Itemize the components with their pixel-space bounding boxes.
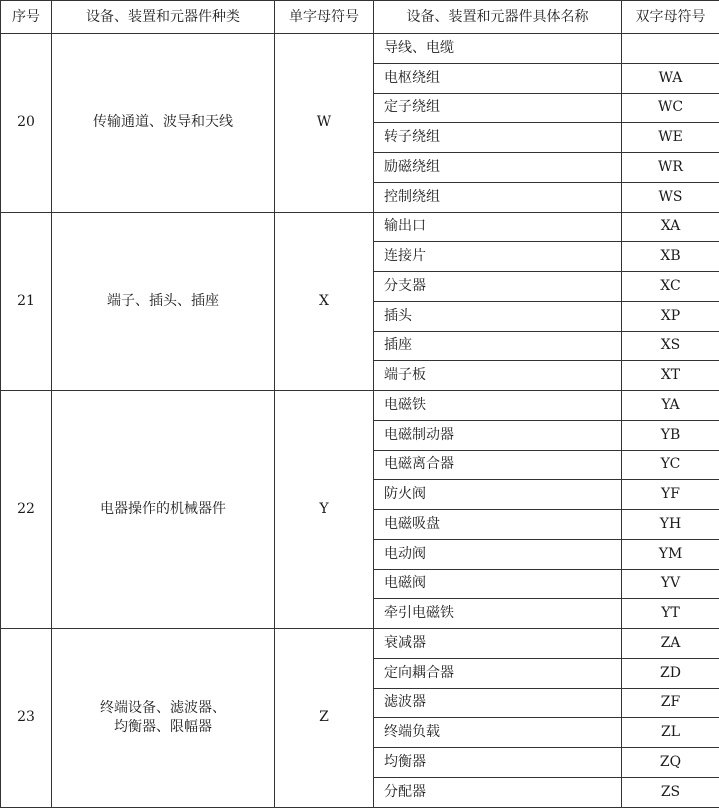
item-name: 分配器 — [374, 777, 622, 807]
item-code: WR — [622, 153, 719, 183]
header-no: 序号 — [1, 1, 52, 34]
item-name: 牵引电磁铁 — [374, 599, 622, 629]
item-code: XA — [622, 212, 719, 242]
item-code — [622, 34, 719, 64]
item-name: 衰减器 — [374, 629, 622, 659]
item-name: 插座 — [374, 331, 622, 361]
item-code: YB — [622, 420, 719, 450]
item-code: YC — [622, 450, 719, 480]
item-name: 连接片 — [374, 242, 622, 272]
group-letter: X — [275, 212, 374, 391]
item-name: 导线、电缆 — [374, 34, 622, 64]
group-number: 23 — [1, 629, 52, 808]
item-name: 端子板 — [374, 361, 622, 391]
item-name: 控制绕组 — [374, 182, 622, 212]
group-category: 端子、插头、插座 — [52, 212, 275, 391]
item-code: XP — [622, 301, 719, 331]
group-letter: Y — [275, 391, 374, 629]
group-number: 21 — [1, 212, 52, 391]
item-name: 定子绕组 — [374, 93, 622, 123]
item-name: 分支器 — [374, 272, 622, 302]
group-category: 电器操作的机械器件 — [52, 391, 275, 629]
group-category: 终端设备、滤波器、 均衡器、限幅器 — [52, 629, 275, 808]
table-row — [1, 34, 719, 64]
item-name: 励磁绕组 — [374, 153, 622, 183]
item-code: WC — [622, 93, 719, 123]
item-name: 输出口 — [374, 212, 622, 242]
item-name: 电磁吸盘 — [374, 510, 622, 540]
item-code: YA — [622, 391, 719, 421]
item-code: ZA — [622, 629, 719, 659]
item-name: 终端负载 — [374, 718, 622, 748]
item-name: 电动阀 — [374, 539, 622, 569]
table-row — [1, 391, 719, 421]
item-code: ZL — [622, 718, 719, 748]
table-row — [1, 212, 719, 242]
table-body — [1, 34, 719, 808]
header-name: 设备、装置和元器件具体名称 — [374, 1, 622, 34]
item-code: XC — [622, 272, 719, 302]
item-code: YF — [622, 480, 719, 510]
group-category: 传输通道、波导和天线 — [52, 34, 275, 213]
item-name: 电磁制动器 — [374, 420, 622, 450]
group-number: 20 — [1, 34, 52, 213]
header-letter: 单字母符号 — [275, 1, 374, 34]
item-code: YV — [622, 569, 719, 599]
item-name: 电磁铁 — [374, 391, 622, 421]
item-code: YH — [622, 510, 719, 540]
item-name: 转子绕组 — [374, 123, 622, 153]
item-code: WS — [622, 182, 719, 212]
header-row — [1, 1, 719, 34]
group-number: 22 — [1, 391, 52, 629]
item-code: YT — [622, 599, 719, 629]
item-name: 电枢绕组 — [374, 63, 622, 93]
item-code: ZQ — [622, 748, 719, 778]
item-name: 插头 — [374, 301, 622, 331]
group-letter: W — [275, 34, 374, 213]
item-code: XT — [622, 361, 719, 391]
header-code: 双字母符号 — [622, 1, 719, 34]
item-name: 电磁离合器 — [374, 450, 622, 480]
item-code: XS — [622, 331, 719, 361]
item-name: 防火阀 — [374, 480, 622, 510]
table-row — [1, 629, 719, 659]
item-name: 均衡器 — [374, 748, 622, 778]
item-code: ZF — [622, 688, 719, 718]
item-name: 定向耦合器 — [374, 658, 622, 688]
item-code: WA — [622, 63, 719, 93]
item-code: XB — [622, 242, 719, 272]
item-code: ZD — [622, 658, 719, 688]
header-category: 设备、装置和元器件种类 — [52, 1, 275, 34]
item-code: ZS — [622, 777, 719, 807]
item-name: 滤波器 — [374, 688, 622, 718]
item-code: WE — [622, 123, 719, 153]
item-code: YM — [622, 539, 719, 569]
group-letter: Z — [275, 629, 374, 808]
item-name: 电磁阀 — [374, 569, 622, 599]
